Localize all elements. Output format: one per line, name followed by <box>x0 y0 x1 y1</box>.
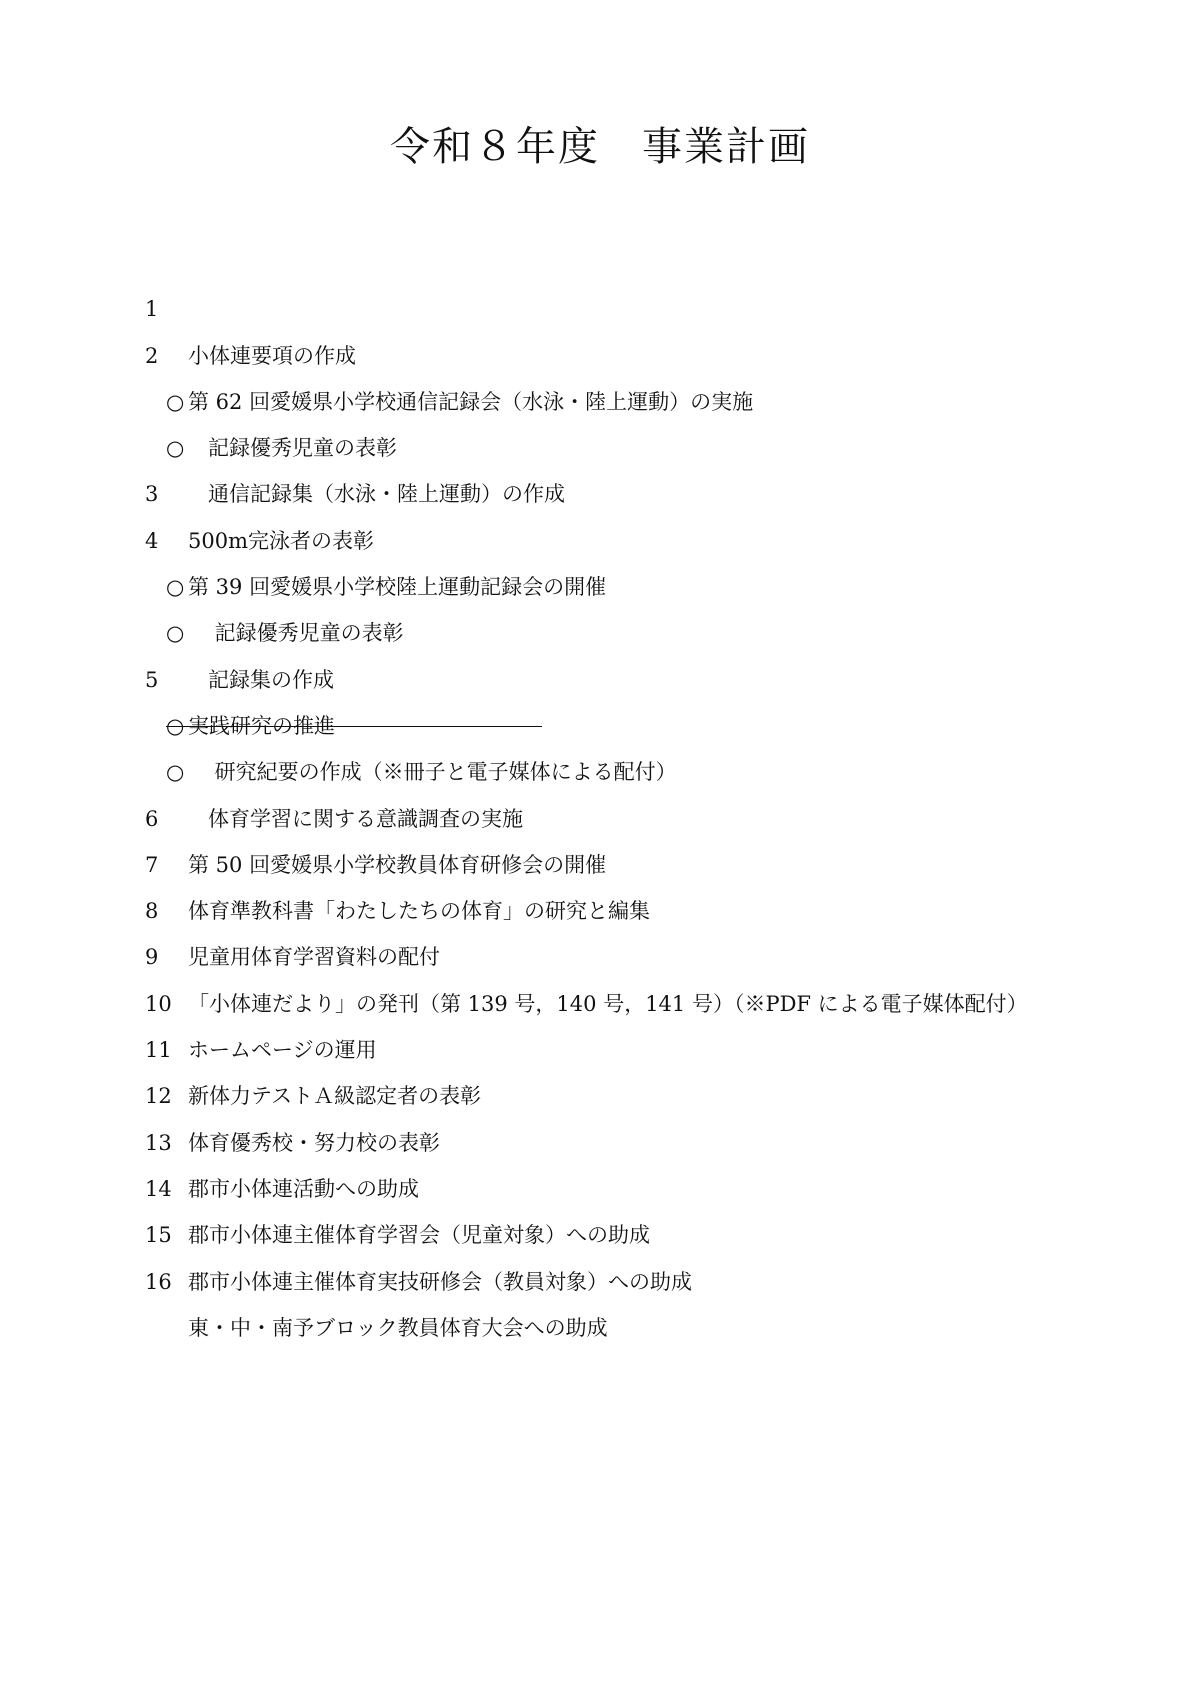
strikethrough-line <box>166 726 542 727</box>
item-text: 「小体連だより」の発刊（第 139 号，140 号，141 号）（※PDF による電子媒体配付） <box>188 991 1028 1016</box>
item-number: 12 <box>145 1084 172 1109</box>
item-number: 8 <box>145 899 159 924</box>
item-number: 13 <box>145 1130 172 1155</box>
item-text: 第 62 回愛媛県小学校通信記録会（水泳・陸上運動）の実施 <box>188 389 754 414</box>
sub-item-text: 記録集の作成 <box>208 667 334 692</box>
item-text: 500m完泳者の表彰 <box>188 528 374 553</box>
document-title: 令和８年度 事業計画 <box>390 124 810 170</box>
item-text: 実践研究の推進 <box>188 713 335 738</box>
item-number: 9 <box>145 945 159 970</box>
circle-bullet-icon: ○ <box>166 760 185 785</box>
item-text: 第 39 回愛媛県小学校陸上運動記録会の開催 <box>188 575 607 600</box>
item-number: 5 <box>145 667 159 692</box>
item-number: 2 <box>145 343 159 368</box>
sub-item-text: 記録優秀児童の表彰 <box>208 436 397 461</box>
sub-item-text: 研究紀要の作成（※冊子と電子媒体による配付） <box>208 760 677 785</box>
item-number: 14 <box>145 1176 172 1201</box>
item-text: 郡市小体連主催体育学習会（児童対象）への助成 <box>188 1223 650 1248</box>
item-text: ホームページの運用 <box>188 1038 377 1063</box>
circle-bullet-icon: ○ <box>166 713 185 738</box>
circle-bullet-icon: ○ <box>166 575 185 600</box>
sub-item-text: 記録優秀児童の表彰 <box>208 621 404 646</box>
item-text: 体育準教科書「わたしたちの体育」の研究と編集 <box>188 899 650 924</box>
item-text: 小体連要項の作成 <box>188 343 356 368</box>
item-number: 15 <box>145 1223 172 1248</box>
item-number: 11 <box>145 1038 172 1063</box>
item-text: 児童用体育学習資料の配付 <box>188 945 440 970</box>
circle-bullet-icon: ○ <box>166 436 185 461</box>
item-number: 7 <box>145 852 159 877</box>
plan-list <box>0 240 1200 1340</box>
sub-item-text: 通信記録集（水泳・陸上運動）の作成 <box>208 482 565 507</box>
sub-item-text: 体育学習に関する意識調査の実施 <box>208 806 523 831</box>
item-text: 東・中・南予ブロック教員体育大会への助成 <box>188 1315 608 1340</box>
item-number: 16 <box>145 1269 172 1294</box>
item-text: 新体力テストＡ級認定者の表彰 <box>188 1084 482 1109</box>
item-number: 10 <box>145 991 172 1016</box>
circle-bullet-icon: ○ <box>166 389 185 414</box>
item-number: 1 <box>145 297 159 322</box>
item-number: 6 <box>145 806 159 831</box>
item-number: 3 <box>145 482 159 507</box>
item-text: 体育優秀校・努力校の表彰 <box>188 1130 440 1155</box>
circle-bullet-icon: ○ <box>166 621 185 646</box>
list-item-1 <box>0 240 1200 368</box>
item-text: 第 50 回愛媛県小学校教員体育研修会の開催 <box>188 852 607 877</box>
item-number: 4 <box>145 528 159 553</box>
item-text: 郡市小体連活動への助成 <box>188 1176 419 1201</box>
item-text: 郡市小体連主催体育実技研修会（教員対象）への助成 <box>188 1269 692 1294</box>
